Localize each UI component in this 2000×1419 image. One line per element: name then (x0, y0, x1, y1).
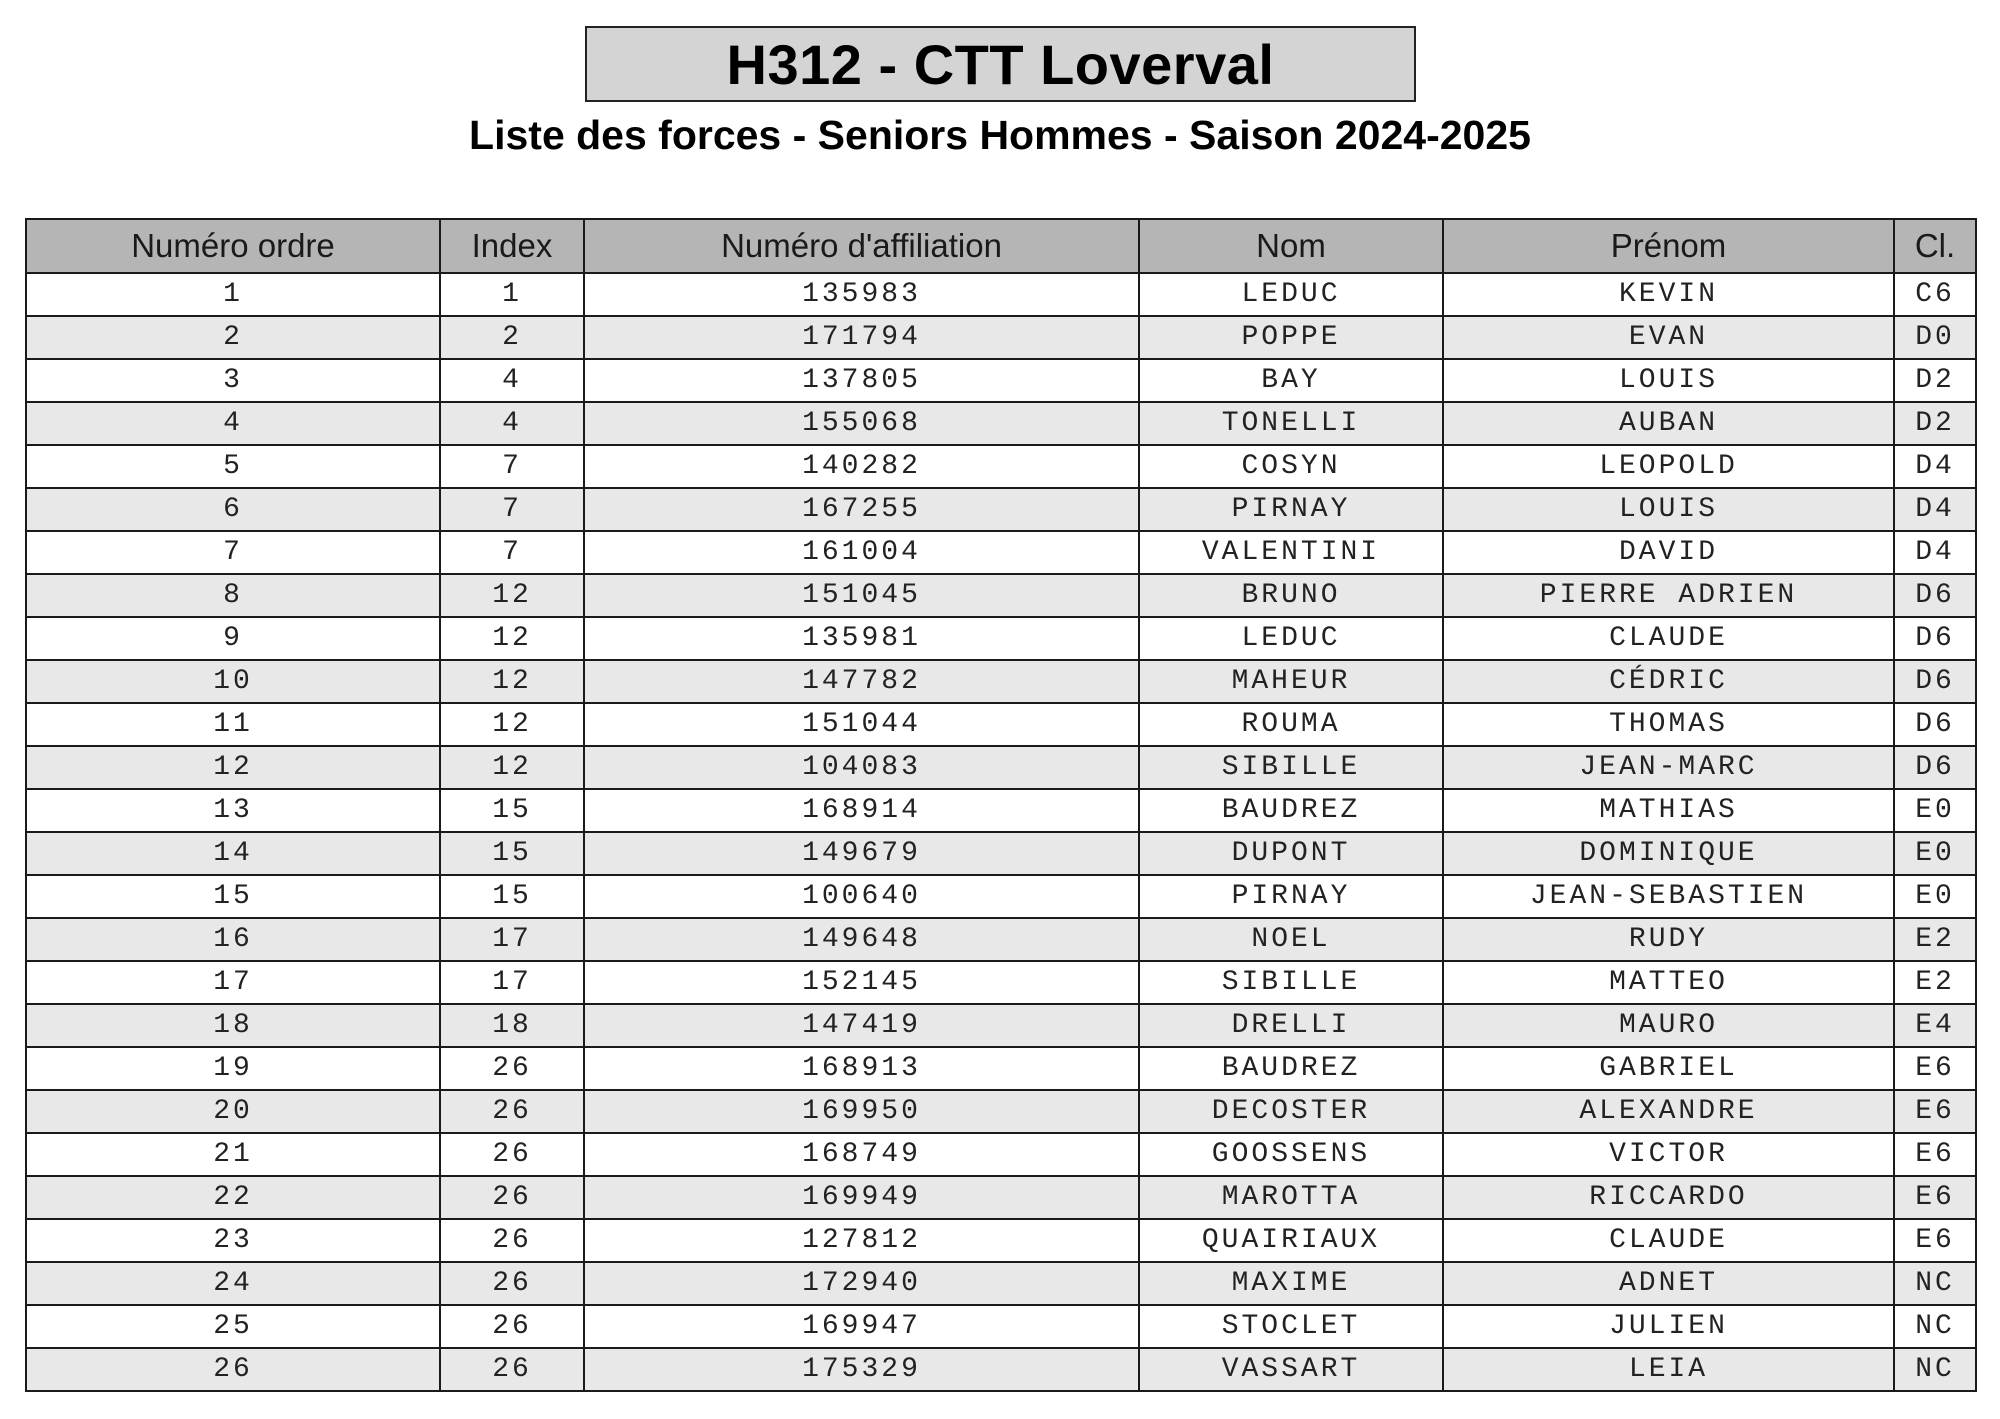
cell-prenom: VICTOR (1443, 1133, 1894, 1176)
cell-index: 4 (440, 359, 584, 402)
cell-index: 17 (440, 961, 584, 1004)
cell-nom: POPPE (1139, 316, 1443, 359)
cell-index: 15 (440, 789, 584, 832)
cell-nom: BRUNO (1139, 574, 1443, 617)
cell-numero-affiliation: 155068 (584, 402, 1139, 445)
document-subtitle: Liste des forces - Seniors Hommes - Saison 2024-2025 (469, 112, 1531, 158)
cell-numero-affiliation: 100640 (584, 875, 1139, 918)
cell-classement: D6 (1894, 574, 1976, 617)
cell-numero-ordre: 18 (26, 1004, 440, 1047)
cell-numero-affiliation: 135983 (584, 273, 1139, 316)
table-row (26, 789, 1976, 832)
document-title: H312 - CTT Loverval (585, 26, 1416, 102)
column-header-nom: Nom (1139, 219, 1443, 273)
cell-numero-ordre: 23 (26, 1219, 440, 1262)
cell-numero-affiliation: 147782 (584, 660, 1139, 703)
table-row (26, 918, 1976, 961)
cell-classement: E0 (1894, 832, 1976, 875)
cell-index: 12 (440, 660, 584, 703)
cell-numero-ordre: 3 (26, 359, 440, 402)
cell-prenom: CÉDRIC (1443, 660, 1894, 703)
table-row (26, 402, 1976, 445)
table-row (26, 746, 1976, 789)
cell-numero-ordre: 22 (26, 1176, 440, 1219)
cell-classement: E2 (1894, 918, 1976, 961)
table-row (26, 1176, 1976, 1219)
table-row (26, 1219, 1976, 1262)
cell-classement: E0 (1894, 875, 1976, 918)
cell-classement: D6 (1894, 703, 1976, 746)
cell-numero-affiliation: 135981 (584, 617, 1139, 660)
cell-numero-affiliation: 169949 (584, 1176, 1139, 1219)
table-row (26, 703, 1976, 746)
cell-numero-ordre: 5 (26, 445, 440, 488)
cell-classement: NC (1894, 1305, 1976, 1348)
cell-nom: BAY (1139, 359, 1443, 402)
cell-prenom: CLAUDE (1443, 617, 1894, 660)
cell-prenom: AUBAN (1443, 402, 1894, 445)
table-row (26, 1047, 1976, 1090)
cell-numero-ordre: 21 (26, 1133, 440, 1176)
cell-numero-ordre: 13 (26, 789, 440, 832)
cell-nom: VASSART (1139, 1348, 1443, 1391)
cell-prenom: JULIEN (1443, 1305, 1894, 1348)
cell-index: 7 (440, 488, 584, 531)
cell-numero-ordre: 6 (26, 488, 440, 531)
cell-index: 17 (440, 918, 584, 961)
cell-prenom: RUDY (1443, 918, 1894, 961)
cell-index: 12 (440, 746, 584, 789)
cell-prenom: ADNET (1443, 1262, 1894, 1305)
cell-numero-affiliation: 151044 (584, 703, 1139, 746)
table-row (26, 1133, 1976, 1176)
cell-numero-affiliation: 175329 (584, 1348, 1139, 1391)
cell-numero-ordre: 11 (26, 703, 440, 746)
cell-prenom: DAVID (1443, 531, 1894, 574)
cell-numero-ordre: 1 (26, 273, 440, 316)
cell-classement: NC (1894, 1348, 1976, 1391)
cell-index: 26 (440, 1305, 584, 1348)
cell-numero-ordre: 26 (26, 1348, 440, 1391)
cell-numero-ordre: 10 (26, 660, 440, 703)
cell-prenom: MATTEO (1443, 961, 1894, 1004)
cell-nom: QUAIRIAUX (1139, 1219, 1443, 1262)
cell-nom: NOEL (1139, 918, 1443, 961)
cell-index: 12 (440, 617, 584, 660)
cell-prenom: LOUIS (1443, 359, 1894, 402)
table-row (26, 316, 1976, 359)
forces-table (25, 218, 1977, 1392)
cell-numero-ordre: 14 (26, 832, 440, 875)
table-row (26, 531, 1976, 574)
cell-index: 18 (440, 1004, 584, 1047)
cell-index: 26 (440, 1047, 584, 1090)
cell-index: 26 (440, 1262, 584, 1305)
cell-classement: D0 (1894, 316, 1976, 359)
cell-classement: D4 (1894, 445, 1976, 488)
cell-prenom: JEAN-SEBASTIEN (1443, 875, 1894, 918)
column-header-prenom: Prénom (1443, 219, 1894, 273)
cell-numero-affiliation: 127812 (584, 1219, 1139, 1262)
cell-index: 2 (440, 316, 584, 359)
cell-nom: SIBILLE (1139, 961, 1443, 1004)
cell-prenom: GABRIEL (1443, 1047, 1894, 1090)
cell-classement: NC (1894, 1262, 1976, 1305)
cell-numero-affiliation: 152145 (584, 961, 1139, 1004)
table-header-row (26, 219, 1976, 273)
cell-prenom: MAURO (1443, 1004, 1894, 1047)
table-body (26, 273, 1976, 1391)
cell-numero-ordre: 16 (26, 918, 440, 961)
cell-nom: MAXIME (1139, 1262, 1443, 1305)
cell-prenom: LEIA (1443, 1348, 1894, 1391)
cell-classement: E0 (1894, 789, 1976, 832)
cell-prenom: EVAN (1443, 316, 1894, 359)
cell-classement: D6 (1894, 746, 1976, 789)
cell-numero-affiliation: 168913 (584, 1047, 1139, 1090)
cell-numero-ordre: 15 (26, 875, 440, 918)
cell-nom: BAUDREZ (1139, 1047, 1443, 1090)
table-row (26, 445, 1976, 488)
cell-classement: E6 (1894, 1090, 1976, 1133)
cell-numero-affiliation: 149679 (584, 832, 1139, 875)
cell-prenom: KEVIN (1443, 273, 1894, 316)
table-row (26, 617, 1976, 660)
cell-nom: TONELLI (1139, 402, 1443, 445)
cell-index: 26 (440, 1348, 584, 1391)
table-row (26, 660, 1976, 703)
cell-nom: ROUMA (1139, 703, 1443, 746)
cell-numero-affiliation: 168914 (584, 789, 1139, 832)
cell-classement: E2 (1894, 961, 1976, 1004)
cell-index: 26 (440, 1090, 584, 1133)
cell-prenom: PIERRE ADRIEN (1443, 574, 1894, 617)
cell-classement: D2 (1894, 402, 1976, 445)
cell-numero-ordre: 20 (26, 1090, 440, 1133)
cell-prenom: LOUIS (1443, 488, 1894, 531)
cell-numero-affiliation: 169947 (584, 1305, 1139, 1348)
cell-nom: MAROTTA (1139, 1176, 1443, 1219)
cell-numero-affiliation: 147419 (584, 1004, 1139, 1047)
table-row (26, 359, 1976, 402)
table-row (26, 832, 1976, 875)
cell-numero-ordre: 7 (26, 531, 440, 574)
cell-index: 26 (440, 1176, 584, 1219)
cell-prenom: DOMINIQUE (1443, 832, 1894, 875)
cell-prenom: LEOPOLD (1443, 445, 1894, 488)
cell-prenom: ALEXANDRE (1443, 1090, 1894, 1133)
cell-numero-ordre: 17 (26, 961, 440, 1004)
cell-classement: D6 (1894, 660, 1976, 703)
cell-numero-ordre: 9 (26, 617, 440, 660)
cell-numero-ordre: 8 (26, 574, 440, 617)
table-row (26, 574, 1976, 617)
column-header-classement: Cl. (1894, 219, 1976, 273)
cell-nom: GOOSSENS (1139, 1133, 1443, 1176)
cell-index: 7 (440, 531, 584, 574)
table-row (26, 488, 1976, 531)
cell-nom: STOCLET (1139, 1305, 1443, 1348)
cell-numero-affiliation: 161004 (584, 531, 1139, 574)
cell-nom: BAUDREZ (1139, 789, 1443, 832)
table-row (26, 1348, 1976, 1391)
cell-index: 7 (440, 445, 584, 488)
cell-prenom: CLAUDE (1443, 1219, 1894, 1262)
cell-nom: VALENTINI (1139, 531, 1443, 574)
cell-numero-affiliation: 137805 (584, 359, 1139, 402)
cell-nom: COSYN (1139, 445, 1443, 488)
cell-index: 15 (440, 875, 584, 918)
cell-nom: LEDUC (1139, 273, 1443, 316)
column-header-numero-affiliation: Numéro d'affiliation (584, 219, 1139, 273)
cell-numero-affiliation: 151045 (584, 574, 1139, 617)
cell-numero-affiliation: 172940 (584, 1262, 1139, 1305)
cell-numero-ordre: 25 (26, 1305, 440, 1348)
cell-index: 26 (440, 1219, 584, 1262)
cell-index: 12 (440, 703, 584, 746)
cell-classement: C6 (1894, 273, 1976, 316)
cell-numero-ordre: 12 (26, 746, 440, 789)
cell-numero-affiliation: 149648 (584, 918, 1139, 961)
cell-numero-affiliation: 169950 (584, 1090, 1139, 1133)
cell-nom: SIBILLE (1139, 746, 1443, 789)
cell-index: 4 (440, 402, 584, 445)
cell-index: 1 (440, 273, 584, 316)
cell-classement: D6 (1894, 617, 1976, 660)
table-row (26, 1090, 1976, 1133)
cell-numero-affiliation: 104083 (584, 746, 1139, 789)
cell-classement: D2 (1894, 359, 1976, 402)
cell-classement: E6 (1894, 1176, 1976, 1219)
cell-numero-ordre: 2 (26, 316, 440, 359)
table-row (26, 875, 1976, 918)
cell-classement: E6 (1894, 1219, 1976, 1262)
cell-numero-ordre: 4 (26, 402, 440, 445)
cell-numero-affiliation: 171794 (584, 316, 1139, 359)
cell-classement: E4 (1894, 1004, 1976, 1047)
cell-nom: DECOSTER (1139, 1090, 1443, 1133)
cell-numero-ordre: 19 (26, 1047, 440, 1090)
cell-numero-ordre: 24 (26, 1262, 440, 1305)
table-row (26, 1004, 1976, 1047)
cell-classement: E6 (1894, 1133, 1976, 1176)
cell-classement: D4 (1894, 488, 1976, 531)
table-row (26, 273, 1976, 316)
cell-classement: D4 (1894, 531, 1976, 574)
cell-nom: PIRNAY (1139, 875, 1443, 918)
cell-index: 26 (440, 1133, 584, 1176)
cell-numero-affiliation: 140282 (584, 445, 1139, 488)
cell-index: 12 (440, 574, 584, 617)
cell-prenom: JEAN-MARC (1443, 746, 1894, 789)
cell-numero-affiliation: 168749 (584, 1133, 1139, 1176)
cell-nom: LEDUC (1139, 617, 1443, 660)
cell-nom: PIRNAY (1139, 488, 1443, 531)
cell-nom: DUPONT (1139, 832, 1443, 875)
cell-prenom: THOMAS (1443, 703, 1894, 746)
cell-prenom: MATHIAS (1443, 789, 1894, 832)
table-row (26, 1305, 1976, 1348)
cell-nom: MAHEUR (1139, 660, 1443, 703)
cell-prenom: RICCARDO (1443, 1176, 1894, 1219)
cell-nom: DRELLI (1139, 1004, 1443, 1047)
cell-classement: E6 (1894, 1047, 1976, 1090)
table-row (26, 961, 1976, 1004)
column-header-numero-ordre: Numéro ordre (26, 219, 440, 273)
column-header-index: Index (440, 219, 584, 273)
cell-numero-affiliation: 167255 (584, 488, 1139, 531)
table-row (26, 1262, 1976, 1305)
cell-index: 15 (440, 832, 584, 875)
